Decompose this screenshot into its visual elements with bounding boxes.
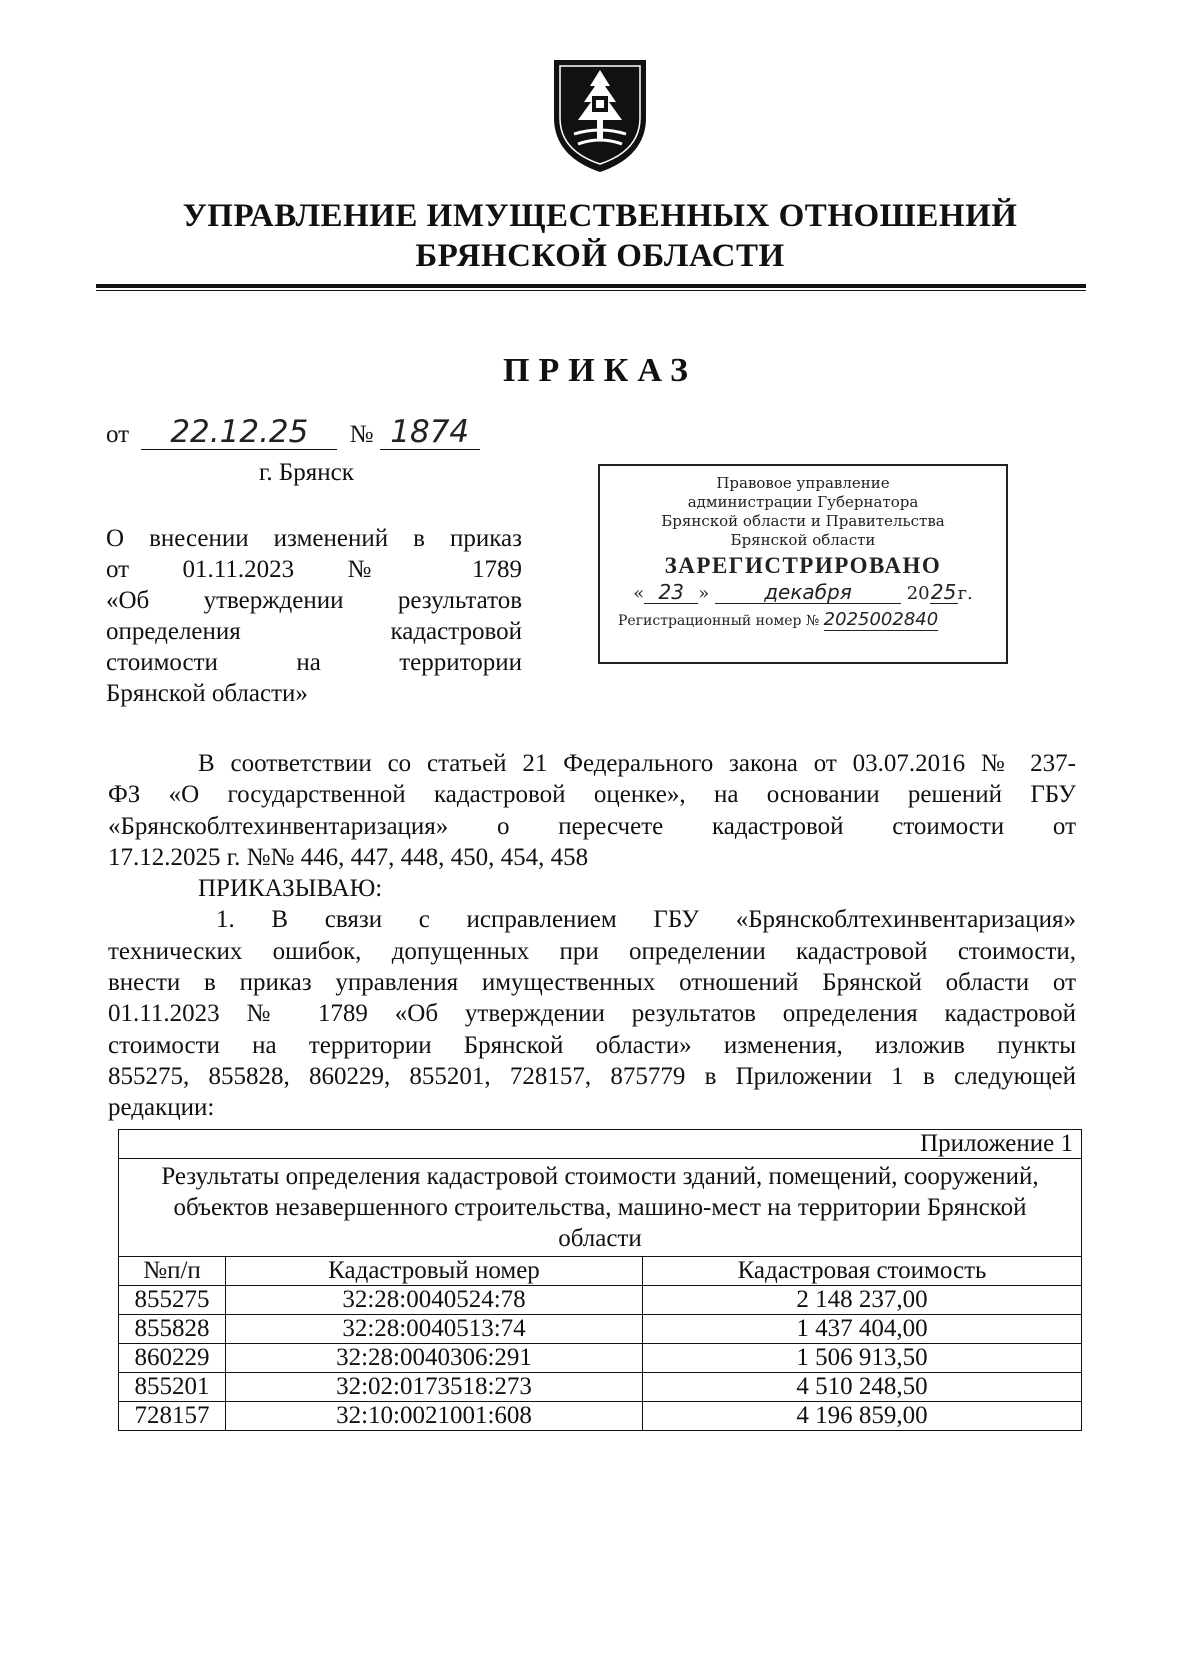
body-line: 855275, 855828, 860229, 855201, 728157, 875779 в Приложении 1 в следующей xyxy=(108,1062,1076,1090)
body-line: ФЗ «О государственной кадастровой оценке», на основании решений ГБУ xyxy=(108,781,1076,809)
cadastral-number: 32:28:0040513:74 xyxy=(226,1315,643,1344)
city: г. Брянск xyxy=(259,459,354,486)
order-subject xyxy=(106,523,522,709)
subject-line: от 01.11.2023 № 1789 xyxy=(106,556,522,583)
body-line: 17.12.2025 г. №№ 446, 447, 448, 450, 454, 458 xyxy=(108,843,589,871)
body-line: технических ошибок, допущенных при определении кадастровой стоимости, xyxy=(108,937,1076,965)
regnum-label: Регистрационный номер № xyxy=(618,613,820,629)
row-number: 860229 xyxy=(119,1344,226,1373)
stamp-line: Брянской области xyxy=(730,531,876,549)
header-divider-thin xyxy=(96,290,1086,291)
cadastral-number: 32:02:0173518:273 xyxy=(226,1373,643,1402)
cadastral-value: 4 510 248,50 xyxy=(643,1373,1082,1402)
body-line: «Брянскоблтехинвентаризация» о пересчете кадастровой стоимости от xyxy=(108,812,1076,840)
body-line: стоимости на территории Брянской области» изменения, изложив пункты xyxy=(108,1031,1076,1059)
appendix-label: Приложение 1 xyxy=(119,1130,1082,1159)
number-prefix: № xyxy=(349,421,374,448)
stamp-date: « 23 » декабря 2025г. xyxy=(633,580,973,604)
body-line: В соответствии со статьей 21 Федерального закона от 03.07.2016 № 237- xyxy=(198,750,1076,777)
cadastral-value: 1 506 913,50 xyxy=(643,1344,1082,1373)
body-line: 01.11.2023 № 1789 «Об утверждении результатов определения кадастровой xyxy=(108,1000,1076,1028)
stamp-year: 25 xyxy=(930,580,957,604)
row-number: 855275 xyxy=(119,1286,226,1315)
subject-line: определения кадастровой xyxy=(106,618,522,645)
order-date: 22.12.25 xyxy=(170,414,309,450)
order-body xyxy=(108,748,1076,1124)
subject-line: Брянской области» xyxy=(106,680,308,707)
stamp-registered: ЗАРЕГИСТРИРОВАНО xyxy=(664,553,942,578)
cadastral-value: 1 437 404,00 xyxy=(643,1315,1082,1344)
row-number: 728157 xyxy=(119,1402,226,1431)
header-cell: Кадастровый номер xyxy=(226,1257,643,1286)
order-word: ПРИКАЗЫВАЮ: xyxy=(198,875,383,903)
cadastral-number: 32:28:0040306:291 xyxy=(226,1344,643,1373)
body-line: внести в приказ управления имущественных отношений Брянской области от xyxy=(108,969,1076,997)
table-row xyxy=(119,1402,1082,1431)
date-prefix: от xyxy=(106,421,130,448)
table-row xyxy=(119,1373,1082,1402)
table-row xyxy=(119,1315,1082,1344)
registration-stamp xyxy=(598,464,1008,664)
organization-region: БРЯНСКОЙ ОБЛАСТИ xyxy=(415,238,785,274)
subject-line: стоимости на территории xyxy=(106,649,522,676)
stamp-line: Правовое управление xyxy=(716,474,890,492)
stamp-day: 23 xyxy=(658,580,684,604)
cadastral-number: 32:10:0021001:608 xyxy=(226,1402,643,1431)
appendix-table xyxy=(118,1129,1082,1431)
cadastral-value: 2 148 237,00 xyxy=(643,1286,1082,1315)
order-date-number xyxy=(106,414,480,450)
header-cell: №п/п xyxy=(119,1257,226,1286)
bryansk-coat-of-arms-icon xyxy=(548,56,652,176)
subject-line: О внесении изменений в приказ xyxy=(106,525,522,552)
order-number: 1874 xyxy=(390,414,470,450)
stamp-line: Брянской области и Правительства xyxy=(661,512,945,530)
row-number: 855828 xyxy=(119,1315,226,1344)
regnum-value: 2025002840 xyxy=(823,609,939,630)
stamp-month: декабря xyxy=(764,580,852,604)
cadastral-value: 4 196 859,00 xyxy=(643,1402,1082,1431)
table-header-row xyxy=(119,1257,1082,1286)
table-row xyxy=(119,1286,1082,1315)
subject-line: «Об утверждении результатов xyxy=(106,587,522,614)
stamp-line: администрации Губернатора xyxy=(687,493,919,511)
body-line: 1. В связи с исправлением ГБУ «Брянскоблтехинвентаризация» xyxy=(216,906,1076,934)
stamp-regnum xyxy=(600,610,1006,631)
appendix-title: Результаты определения кадастровой стоимости зданий, помещений, сооружений, объектов незавершенного строительства, машино-мест на территории Брянской области xyxy=(119,1159,1082,1257)
organization-name: УПРАВЛЕНИЕ ИМУЩЕСТВЕННЫХ ОТНОШЕНИЙ xyxy=(182,198,1018,234)
appendix-label-row xyxy=(119,1130,1082,1159)
header-divider xyxy=(96,284,1086,288)
cadastral-number: 32:28:0040524:78 xyxy=(226,1286,643,1315)
table-row xyxy=(119,1344,1082,1373)
header-cell: Кадастровая стоимость xyxy=(643,1257,1082,1286)
body-line: редакции: xyxy=(108,1094,215,1122)
row-number: 855201 xyxy=(119,1373,226,1402)
appendix-title-row xyxy=(119,1159,1082,1257)
document-title: ПРИКАЗ xyxy=(503,352,697,389)
